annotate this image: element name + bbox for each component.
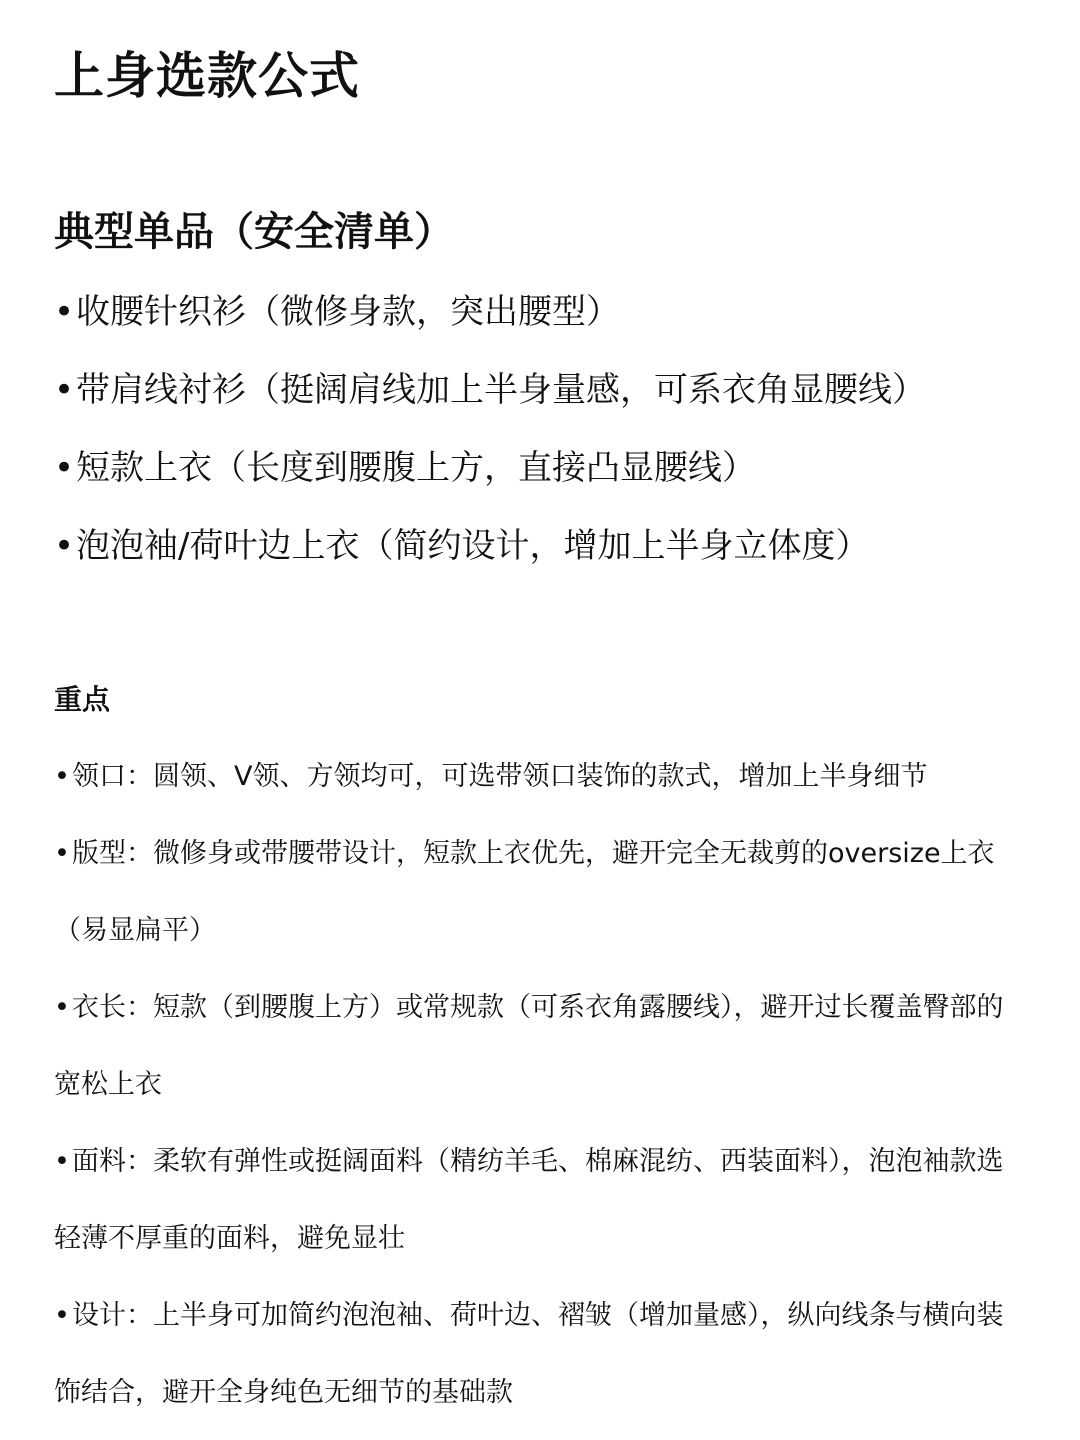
bullet-icon: • [54,838,70,869]
key-point-item [54,969,1024,1123]
key-point-item [54,1277,1024,1431]
key-point-item [54,815,1024,969]
section-heading-typical-items: 典型单品（安全清单） [54,209,454,255]
bullet-icon: • [54,1300,70,1331]
bullet-icon: • [54,292,75,332]
bullet-icon: • [54,992,70,1023]
list-item [54,518,926,596]
key-point-text: 版型：微修身或带腰带设计，短款上衣优先，避开完全无裁剪的oversize上衣（易显扁平） [54,838,995,946]
key-point-item [54,1123,1024,1277]
bullet-icon: • [54,448,75,488]
key-point-text: 面料：柔软有弹性或挺阔面料（精纺羊毛、棉麻混纺、西装面料），泡泡袖款选轻薄不厚重的面料，避免显壮 [54,1146,1004,1254]
bullet-icon: • [54,761,70,792]
list-item [54,284,926,362]
key-point-text: 设计：上半身可加简约泡泡袖、荷叶边、褶皱（增加量感），纵向线条与横向装饰结合，避开全身纯色无细节的基础款 [54,1300,1004,1408]
key-point-item [54,738,1024,815]
list-item-text: 泡泡袖/荷叶边上衣（简约设计，增加上半身立体度） [76,526,870,566]
list-item-text: 收腰针织衫（微修身款，突出腰型） [76,292,620,332]
typical-items-list [54,284,926,596]
list-item-text: 带肩线衬衫（挺阔肩线加上半身量感，可系衣角显腰线） [76,370,926,410]
list-item [54,440,926,518]
page-title: 上身选款公式 [54,47,360,105]
bullet-icon: • [54,370,75,410]
key-point-text: 衣长：短款（到腰腹上方）或常规款（可系衣角露腰线），避开过长覆盖臀部的宽松上衣 [54,992,1004,1100]
list-item-text: 短款上衣（长度到腰腹上方，直接凸显腰线） [76,448,756,488]
key-points-list [54,738,1024,1431]
key-point-text: 领口：圆领、V领、方领均可，可选带领口装饰的款式，增加上半身细节 [72,761,928,792]
bullet-icon: • [54,1146,70,1177]
key-points-heading: 重点 [54,683,111,716]
list-item [54,362,926,440]
bullet-icon: • [54,526,75,566]
